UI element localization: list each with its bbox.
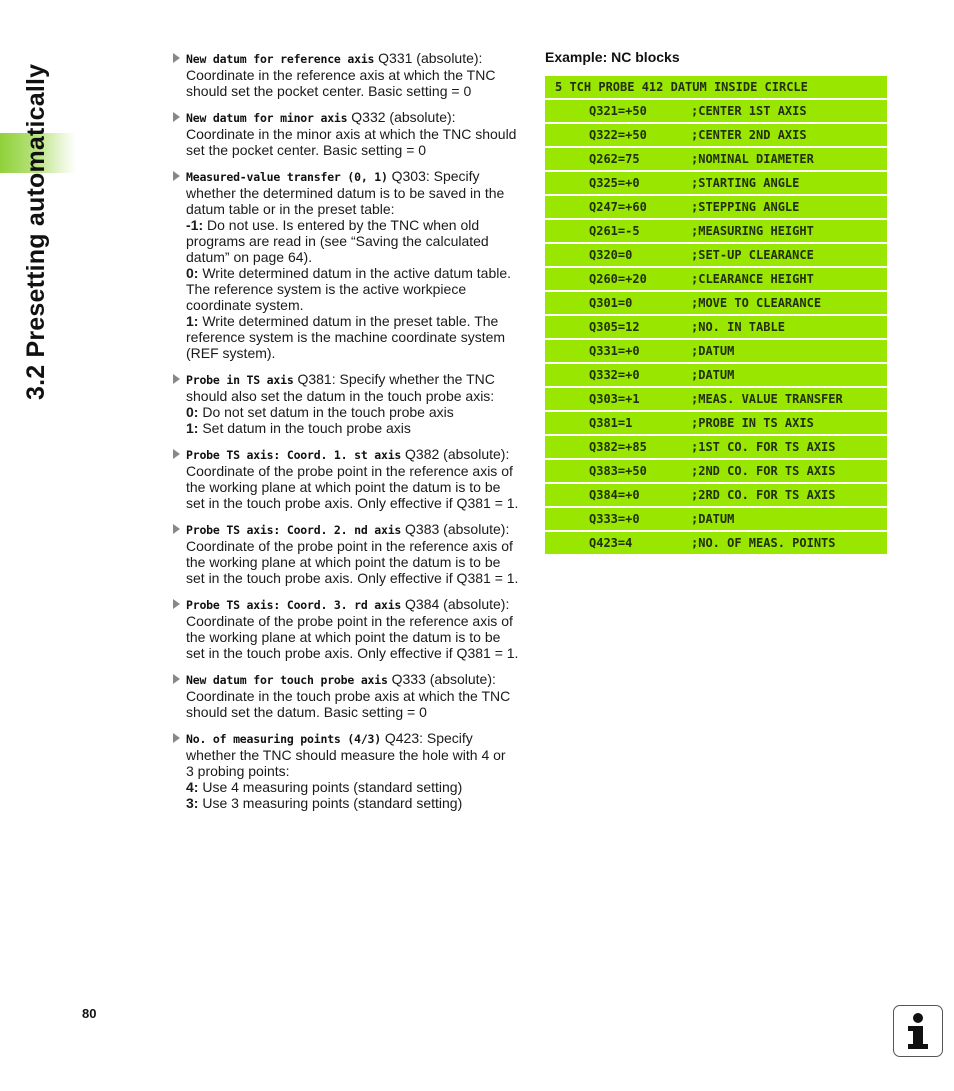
nc-block-row <box>545 460 887 482</box>
nc-block-row <box>545 364 887 386</box>
nc-block-row <box>545 412 887 434</box>
parameter-name: Probe in TS axis <box>186 373 294 387</box>
nc-comment: ;STARTING ANGLE <box>691 176 800 190</box>
parameter-name: Measured-value transfer (0, 1) <box>186 170 388 184</box>
parameter-item <box>172 50 528 99</box>
description-line: set in the touch probe axis. Only effective if Q381 = 1. <box>186 495 519 511</box>
option-value: 1: <box>186 420 199 436</box>
description-line: Coordinate of the probe point in the reference axis of <box>186 538 513 554</box>
nc-block-row <box>545 244 887 266</box>
parameter-intro: Q382 (absolute): <box>401 446 510 462</box>
nc-comment: ;2RD CO. FOR TS AXIS <box>691 488 836 502</box>
parameter-item <box>172 371 528 436</box>
parameter-item <box>172 109 528 158</box>
parameter-item <box>172 671 528 720</box>
nc-comment: ;STEPPING ANGLE <box>691 200 800 214</box>
description-line: reference system is the machine coordinate system <box>186 329 506 345</box>
description-line: the working plane at which point the datum is to be <box>186 554 501 570</box>
option-value: 0: <box>186 404 199 420</box>
option-value: 1: <box>186 313 199 329</box>
parameter-intro: Q381: Specify whether the TNC <box>293 371 495 387</box>
parameter-name: Probe TS axis: Coord. 1. st axis <box>186 448 402 462</box>
description-line: coordinate system. <box>186 297 304 313</box>
parameter-intro: Q331 (absolute): <box>374 50 483 66</box>
description-line: whether the TNC should measure the hole with 4 or <box>186 747 506 763</box>
parameter-intro: Q384 (absolute): <box>401 596 510 612</box>
nc-parameter: Q305=12 <box>589 320 640 334</box>
description-line: 0: Do not set datum in the touch probe axis <box>186 404 454 420</box>
description-line: 0: Write determined datum in the active datum table. <box>186 265 512 281</box>
nc-parameter: Q260=+20 <box>589 272 647 286</box>
description-line: datum table or in the preset table: <box>186 201 395 217</box>
nc-parameter: Q383=+50 <box>589 464 647 478</box>
parameter-intro: Q333 (absolute): <box>387 671 496 687</box>
nc-comment: ;DATUM <box>691 512 735 526</box>
option-value: 0: <box>186 265 199 281</box>
bullet-arrow-icon <box>173 524 180 534</box>
description-line: 4: Use 4 measuring points (standard setting) <box>186 779 463 795</box>
parameter-name: New datum for reference axis <box>186 52 375 66</box>
bullet-arrow-icon <box>173 733 180 743</box>
nc-block-row <box>545 388 887 410</box>
nc-block-row <box>545 172 887 194</box>
nc-parameter: Q331=+0 <box>589 344 640 358</box>
description-line: 3: Use 3 measuring points (standard setting) <box>186 795 463 811</box>
nc-parameter: Q333=+0 <box>589 512 640 526</box>
nc-comment: ;DATUM <box>691 368 735 382</box>
nc-parameter: Q247=+60 <box>589 200 647 214</box>
parameter-name: No. of measuring points (4/3) <box>186 732 381 746</box>
nc-block-row <box>545 196 887 218</box>
description-line: set in the touch probe axis. Only effective if Q381 = 1. <box>186 570 519 586</box>
description-line: should set the datum. Basic setting = 0 <box>186 704 427 720</box>
parameter-name: New datum for touch probe axis <box>186 673 388 687</box>
nc-block-row <box>545 100 887 122</box>
page-number: 80 <box>82 1006 97 1021</box>
bullet-arrow-icon <box>173 171 180 181</box>
description-line: programs are read in (see “Saving the calculated <box>186 233 489 249</box>
nc-parameter: Q321=+50 <box>589 104 647 118</box>
description-line: set in the touch probe axis. Only effective if Q381 = 1. <box>186 645 519 661</box>
info-icon <box>893 1005 943 1057</box>
nc-comment: ;NO. OF MEAS. POINTS <box>691 536 836 550</box>
description-line: Coordinate of the probe point in the reference axis of <box>186 613 513 629</box>
parameter-name: Probe TS axis: Coord. 2. nd axis <box>186 523 402 537</box>
nc-parameter: Q320=0 <box>589 248 633 262</box>
parameter-intro: Q383 (absolute): <box>401 521 510 537</box>
bullet-arrow-icon <box>173 599 180 609</box>
nc-parameter: Q382=+85 <box>589 440 647 454</box>
nc-comment: ;2ND CO. FOR TS AXIS <box>691 464 836 478</box>
option-value: 3: <box>186 795 199 811</box>
bullet-arrow-icon <box>173 374 180 384</box>
nc-block-row <box>545 508 887 530</box>
parameter-name: Probe TS axis: Coord. 3. rd axis <box>186 598 402 612</box>
nc-parameter: Q322=+50 <box>589 128 647 142</box>
description-line: the working plane at which point the datum is to be <box>186 479 501 495</box>
nc-block-row <box>545 292 887 314</box>
nc-comment: ;CENTER 2ND AXIS <box>691 128 807 142</box>
nc-comment: ;MEASURING HEIGHT <box>691 224 814 238</box>
nc-parameter: Q325=+0 <box>589 176 640 190</box>
description-line: whether the determined datum is to be saved in the <box>186 185 505 201</box>
description-line: set the pocket center. Basic setting = 0 <box>186 142 427 158</box>
nc-block-row <box>545 484 887 506</box>
nc-blocks <box>545 76 887 556</box>
nc-block-row <box>545 532 887 554</box>
parameter-list <box>172 50 528 821</box>
nc-comment: ;CENTER 1ST AXIS <box>691 104 807 118</box>
nc-comment: ;SET-UP CLEARANCE <box>691 248 814 262</box>
nc-block-row <box>545 436 887 458</box>
description-line: -1: Do not use. Is entered by the TNC when old <box>186 217 480 233</box>
description-line: the working plane at which point the datum is to be <box>186 629 501 645</box>
option-value: 4: <box>186 779 199 795</box>
parameter-intro: Q423: Specify <box>380 730 473 746</box>
nc-comment: ;MOVE TO CLEARANCE <box>691 296 822 310</box>
nc-parameter: Q262=75 <box>589 152 640 166</box>
description-line: should set the pocket center. Basic setting = 0 <box>186 83 472 99</box>
description-line: Coordinate in the reference axis at which the TNC <box>186 67 496 83</box>
description-line: Coordinate in the touch probe axis at which the TNC <box>186 688 511 704</box>
bullet-arrow-icon <box>173 674 180 684</box>
example-title: Example: NC blocks <box>545 49 680 65</box>
description-line: 3 probing points: <box>186 763 290 779</box>
description-line: should also set the datum in the touch probe axis: <box>186 388 495 404</box>
description-line: (REF system). <box>186 345 276 361</box>
nc-parameter: Q301=0 <box>589 296 633 310</box>
description-line: 1: Set datum in the touch probe axis <box>186 420 411 436</box>
nc-comment: ;NO. IN TABLE <box>691 320 785 334</box>
chapter-title: 3.2 Presetting automatically <box>22 63 50 400</box>
description-line: Coordinate of the probe point in the reference axis of <box>186 463 513 479</box>
description-line: The reference system is the active workpiece <box>186 281 467 297</box>
parameter-item <box>172 596 528 661</box>
option-value: -1: <box>186 217 204 233</box>
parameter-name: New datum for minor axis <box>186 111 348 125</box>
nc-parameter: Q332=+0 <box>589 368 640 382</box>
bullet-arrow-icon <box>173 112 180 122</box>
nc-comment: ;PROBE IN TS AXIS <box>691 416 814 430</box>
nc-parameter: Q261=-5 <box>589 224 640 238</box>
parameter-intro: Q332 (absolute): <box>347 109 456 125</box>
description-line: datum” on page 64). <box>186 249 313 265</box>
parameter-intro: Q303: Specify <box>387 168 480 184</box>
nc-block-row <box>545 340 887 362</box>
nc-comment: ;MEAS. VALUE TRANSFER <box>691 392 843 406</box>
nc-parameter: Q381=1 <box>589 416 633 430</box>
nc-block-row <box>545 220 887 242</box>
nc-block-row <box>545 148 887 170</box>
nc-parameter: Q423=4 <box>589 536 633 550</box>
description-line: 1: Write determined datum in the preset table. The <box>186 313 499 329</box>
nc-block-row <box>545 268 887 290</box>
nc-comment: ;DATUM <box>691 344 735 358</box>
parameter-item <box>172 730 528 811</box>
parameter-item <box>172 521 528 586</box>
nc-parameter: Q384=+0 <box>589 488 640 502</box>
description-line: Coordinate in the minor axis at which the TNC should <box>186 126 517 142</box>
nc-block-row <box>545 316 887 338</box>
nc-block-header: 5 TCH PROBE 412 DATUM INSIDE CIRCLE <box>545 76 887 98</box>
nc-comment: ;CLEARANCE HEIGHT <box>691 272 814 286</box>
bullet-arrow-icon <box>173 449 180 459</box>
parameter-item <box>172 446 528 511</box>
nc-comment: ;NOMINAL DIAMETER <box>691 152 814 166</box>
nc-comment: ;1ST CO. FOR TS AXIS <box>691 440 836 454</box>
nc-parameter: Q303=+1 <box>589 392 640 406</box>
parameter-item <box>172 168 528 361</box>
nc-block-row <box>545 124 887 146</box>
bullet-arrow-icon <box>173 53 180 63</box>
